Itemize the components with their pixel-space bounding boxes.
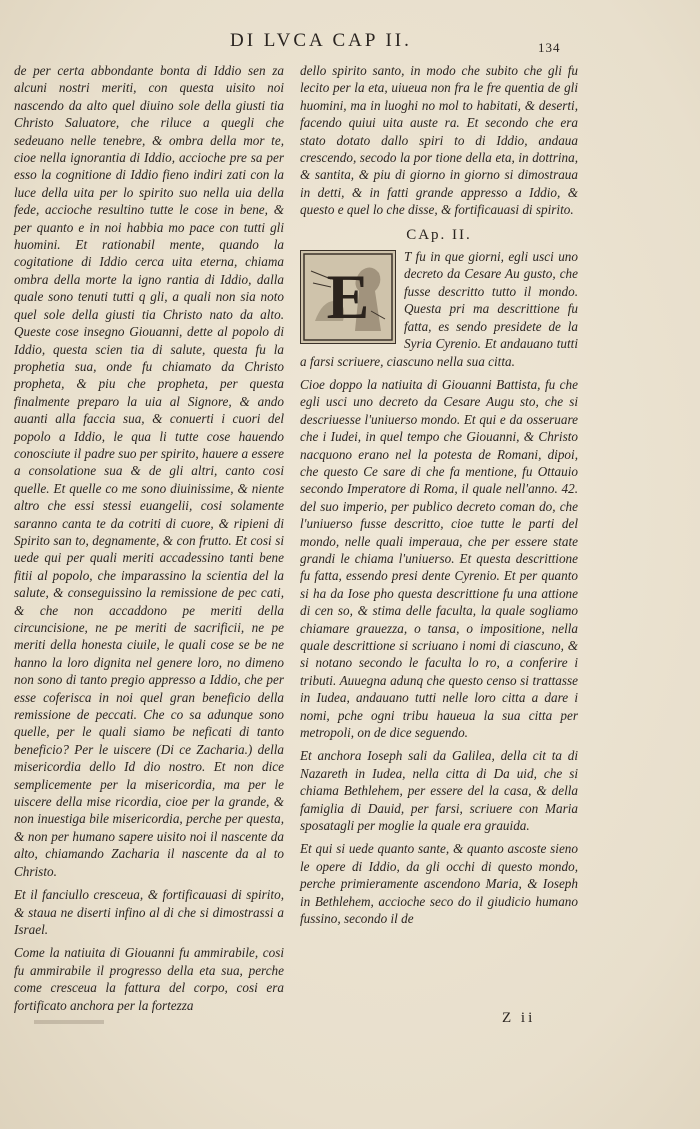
left-column	[14, 62, 284, 1020]
chapter-heading: CAp. II.	[406, 226, 472, 243]
right-column	[300, 62, 578, 934]
bleed-through-mark	[34, 1018, 104, 1026]
paragraph: Et il fanciullo cresceua, & fortificauasi di spirito, & staua ne diserti infino al di che si dimostrassi a Israel.	[14, 887, 284, 937]
paragraph: de per certa abbondante bonta di Iddio sen za alcuni nostri meriti, con questa uisito noi nascendo da alto quel diuino sole della giusti tia Christo Saluatore, che riluce a quegli che sedeuano nelle tenebre, & ombra della mor te, cioe nella ignorantia di Iddio, accioche pre sa per esso la cognitione di Iddio fieno indiri zati con la luce della uita per lo spirito suo nella uia della fede, accioche resultino tutte le cose in bene, & per quanto e in noi habbia mo pace con tutti gli huomini. Et rationabil mente, quando la cogitatione di Iddio cerca uita eterna, chiama ombra della morte la igno rantia di Iddio, dalla quale sono tenuti tutti q gli, a quali non sia noto quel sole della giusti tia Christo nato da alto. Queste cose insegno Giouanni, dette al popolo di Iddio, questa scien tia di salute, questa fu la prophetia sua, onde fu chiamato da Christo propheta, & piu che propheta, per questa finalmente preparo la uia al Signore, & ando auanti alla faccia sua, & conuerti i cuori del popolo a Iddio, le qua li tutte cose hauendo conosciute il padre suo per spirito, hauere a essere a consolatione sua & de gli altri, canto cosi quelle. Et quelle co me sono diuinissime, & niente altro che essi stessi euangelii, cosi solamente saranno canta te da cotriti di cuore, & ripieni di Spirito san to, degnamente, & con frutto. Et cosi si uede qui per quali meriti accadessino tanti bene fitii al popolo, che imparassino la scientia del la salute, & conseguissino la remissione de pec cati, & che non accaddono pe meriti della circuncisione, ne pe meriti de sacrificii, ne pe meriti della honesta ciuile, le quali cose se be ne hanno la loro dignita nel genere loro, no dimeno non sono di tanto pregio appresso a Iddio, che per esse coferisca in noi quel gran beneficio della remissione de peccati. Che co sa adunque sono quelle, per le quali siamo be neficati di tanto beneficio? Per le uiscere (Di ce Zacharia.) della misericordia dello Id dio nostro. Et non dice semplicemente per la misericordia, ma per le uiscere della mise ricordia, cioe per la grande, & non inuestiga bile misericordia, perche per questa, & non per humano sapere uisito noi il nascente da alto, chiamando Zacharia il nascente da al to Christo.	[14, 63, 284, 879]
paragraph: T fu in que giorni, egli usci uno decreto da Cesare Au gusto, che fusse descritto tutto il mondo. Questa pri ma descrittione fu fatta, es sendo presidete de la Syria Cyrenio. Et andauano tutti a farsi scriuere, ciascuno nella sua citta.	[300, 249, 578, 369]
page-number: 134	[538, 40, 561, 55]
drop-cap-letter: E	[326, 261, 370, 333]
running-header: DI LVCA CAP II.	[230, 30, 412, 51]
paragraph: Et anchora Ioseph sali da Galilea, della cit ta di Nazareth in Iudea, nella citta di Da uid, che si chiama Bethlehem, per essere del la casa, & della famiglia di Dauid, per farsi, scriuere con Maria sposatagli per moglie la quale era grauida.	[300, 748, 578, 834]
paragraph: Come la natiuita di Giouanni fu ammirabile, cosi fu ammirabile il progresso della eta sua, perche come cresceua la fattura del corpo, cosi era fortificato anchora per la fortezza	[14, 945, 284, 1013]
paragraph: Cioe doppo la natiuita di Giouanni Battista, fu che egli usci uno decreto da Cesare Augu sto, che si descriuesse l'uniuerso mondo. Et qui e da osseruare che i Iudei, in quel tempo che Giouanni, & Christo nacquono erano nel la potesta de Romani, dipoi, che questo Ce sare di che fa mentione, fu Ottauio secondo Imperatore di Roma, il quale nell'anno. 42. del suo imperio, per publico decreto coman do, che l'uniuerso fusse descritto, cioe tutte le parti del mondo, nelle quali imperaua, che per essere state grandi le chiama l'uniuerso. Et questa descrittione fu fatta, essendo presi dente Cyrenio. Et per quanto si ha da Iose pho questa descrittione fu una attione di cen so, & stima delle faculta, la quale sogliamo chiamare grauezza, o tansa, o impositione, nella quale descrittione si scriuano i nomi di ciascuno, & si notano secondo le faculta lo ro, a conferire i tributi. Auuegna adunq che questo censo si trattasse in Iudea, andauano tutti nelle loro citta a dare i nomi, pche ogni tribu haueua la sua citta per metropoli, on de dice seguendo.	[300, 376, 578, 741]
paragraph: dello spirito santo, in modo che subito che gli fu lecito per la eta, uiueua non fra le fre quentia de gli huomini, ma in luoghi no mol to habitati, & deserti, facendo quiui uita auste ra. Et secondo che era stato dotato dallo spiri to di Iddio, andaua crescendo, secodo la por tione della eta, in dottrina, & santita, & piu di giorno in giorno si dimostraua in detti, & in fatti grande appresso a Iddio, & questo e quel lo che disse, & fortificauasi di spirito.	[300, 63, 578, 218]
paragraph: Et qui si uede quanto sante, & quanto ascoste sieno le opere di Iddio, da gli occhi di questo mondo, perche primieramente ascendono Maria, & Ioseph in Bethlehem, accioche seco do il giudicio humano fussino, secondo il de	[300, 841, 578, 927]
historiated-initial	[300, 250, 396, 344]
signature-mark: Z ii	[502, 1010, 536, 1026]
